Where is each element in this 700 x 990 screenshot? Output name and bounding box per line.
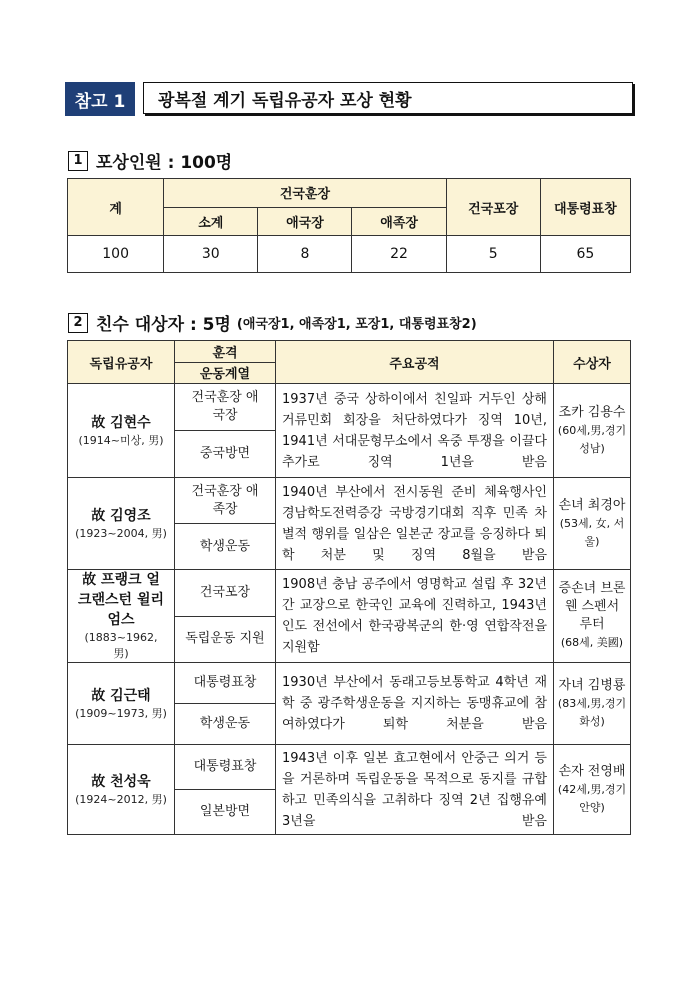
recipient-cell <box>554 478 631 570</box>
recipient-name: 손자 전영배 <box>558 763 626 779</box>
award-cell: 대통령표창 <box>175 745 276 790</box>
recipient-name: 자녀 김병룡 <box>558 677 626 693</box>
th-person: 독립유공자 <box>68 341 175 384</box>
recipient-cell <box>554 663 631 745</box>
th-subtotal: 소계 <box>164 207 258 236</box>
movement-cell: 학생운동 <box>175 524 276 570</box>
th-aejok: 애족장 <box>352 207 446 236</box>
award-cell: 건국훈장 애족장 <box>175 478 276 524</box>
award-cell: 건국포장 <box>175 570 276 617</box>
person-name: 故 김영조 <box>91 507 151 524</box>
recipient-detail: (83세,男,경기 화성) <box>557 696 627 728</box>
person-cell <box>68 570 175 663</box>
recipient-name: 증손녀 브론웬 스펜서 루터 <box>558 581 626 632</box>
achievement-cell: 1943년 이후 일본 효고현에서 안중근 의거 등을 거론하며 독립운동을 목적으로 동지를 규합하고 민족의식을 고취하다 징역 2년 집행유예 3년을 받음 <box>276 745 554 835</box>
section2-title: 친수 대상자 : 5명 <box>96 315 231 335</box>
th-movement: 운동계열 <box>175 362 276 384</box>
achievement-cell: 1937년 중국 상하이에서 친일파 거두인 상해거류민회 회장을 처단하였다가 징역 10년, 1941년 서대문형무소에서 옥중 투쟁을 이끌다 추가로 징역 1년을 받음 <box>276 384 554 478</box>
table-row <box>68 745 631 790</box>
th-president: 대통령표창 <box>540 179 630 236</box>
table-row <box>68 478 631 524</box>
recipient-detail: (60세,男,경기 성남) <box>557 423 627 455</box>
person-cell <box>68 478 175 570</box>
movement-cell: 중국방면 <box>175 431 276 478</box>
table-row <box>68 236 631 273</box>
achievement-cell: 1930년 부산에서 동래고등보통학교 4학년 재학 중 광주학생운동을 지지하는 동맹휴교에 참여하였다가 퇴학 처분을 받음 <box>276 663 554 745</box>
person-name: 故 프랭크 얼 크랜스턴 윌리엄스 <box>77 572 165 628</box>
th-group: 건국훈장 <box>164 179 446 208</box>
movement-cell: 독립운동 지원 <box>175 616 276 663</box>
person-name: 故 김근태 <box>91 687 151 704</box>
table-row <box>68 663 631 704</box>
award-cell: 건국훈장 애국장 <box>175 384 276 431</box>
person-cell <box>68 663 175 745</box>
person-life: (1924~2012, 男) <box>75 792 167 806</box>
recipient-cell <box>554 570 631 663</box>
person-life: (1883~1962, 男) <box>84 631 158 660</box>
achievement-cell: 1940년 부산에서 전시동원 준비 체육행사인 경남학도전력증강 국방경기대회 직후 민족 차별적 행위를 일삼은 일본군 장교를 응징하다 퇴학 처분 및 징역 8월을 받음 <box>276 478 554 570</box>
reference-tag: 참고 1 <box>65 82 135 116</box>
section2-heading <box>68 310 477 335</box>
th-aeguk: 애국장 <box>258 207 352 236</box>
person-life: (1923~2004, 男) <box>75 526 167 540</box>
th-award: 훈격 <box>175 341 276 363</box>
recipient-detail: (42세,男,경기 안양) <box>557 782 627 814</box>
person-name: 故 천성욱 <box>91 773 151 790</box>
cell-pojang: 5 <box>446 236 540 273</box>
cell-aeguk: 8 <box>258 236 352 273</box>
recipient-detail: (68세, 美國) <box>560 636 624 649</box>
page-header <box>65 82 633 116</box>
table-row <box>68 570 631 617</box>
recipient-name: 조카 김용수 <box>558 404 626 420</box>
section1-number: 1 <box>68 151 88 171</box>
award-count-table <box>67 178 631 273</box>
cell-subtotal: 30 <box>164 236 258 273</box>
person-cell <box>68 745 175 835</box>
section1-heading <box>68 148 232 173</box>
th-recipient: 수상자 <box>554 341 631 384</box>
cell-president: 65 <box>540 236 630 273</box>
recipient-name: 손녀 최경아 <box>558 497 626 513</box>
cell-total: 100 <box>68 236 164 273</box>
section2-number: 2 <box>68 313 88 333</box>
th-total: 계 <box>68 179 164 236</box>
person-cell <box>68 384 175 478</box>
person-life: (1909~1973, 男) <box>75 706 167 720</box>
recipient-cell <box>554 384 631 478</box>
movement-cell: 학생운동 <box>175 704 276 745</box>
page-title: 광복절 계기 독립유공자 포상 현황 <box>143 82 633 114</box>
section1-title: 포상인원 : 100명 <box>96 153 233 173</box>
award-cell: 대통령표창 <box>175 663 276 704</box>
recipients-table <box>67 340 631 835</box>
th-achievement: 주요공적 <box>276 341 554 384</box>
th-pojang: 건국포장 <box>446 179 540 236</box>
table-row <box>68 384 631 431</box>
achievement-cell: 1908년 충남 공주에서 영명학교 설립 후 32년간 교장으로 한국인 교육에 진력하고, 1943년 인도 전선에서 한국광복군의 한·영 연합작전을 지원함 <box>276 570 554 663</box>
recipient-cell <box>554 745 631 835</box>
person-life: (1914~미상, 男) <box>78 433 164 447</box>
movement-cell: 일본방면 <box>175 790 276 835</box>
person-name: 故 김현수 <box>91 414 151 431</box>
section2-note: (애국장1, 애족장1, 포장1, 대통령표창2) <box>236 317 477 332</box>
cell-aejok: 22 <box>352 236 446 273</box>
recipient-detail: (53세, 女, 서울) <box>559 516 625 548</box>
